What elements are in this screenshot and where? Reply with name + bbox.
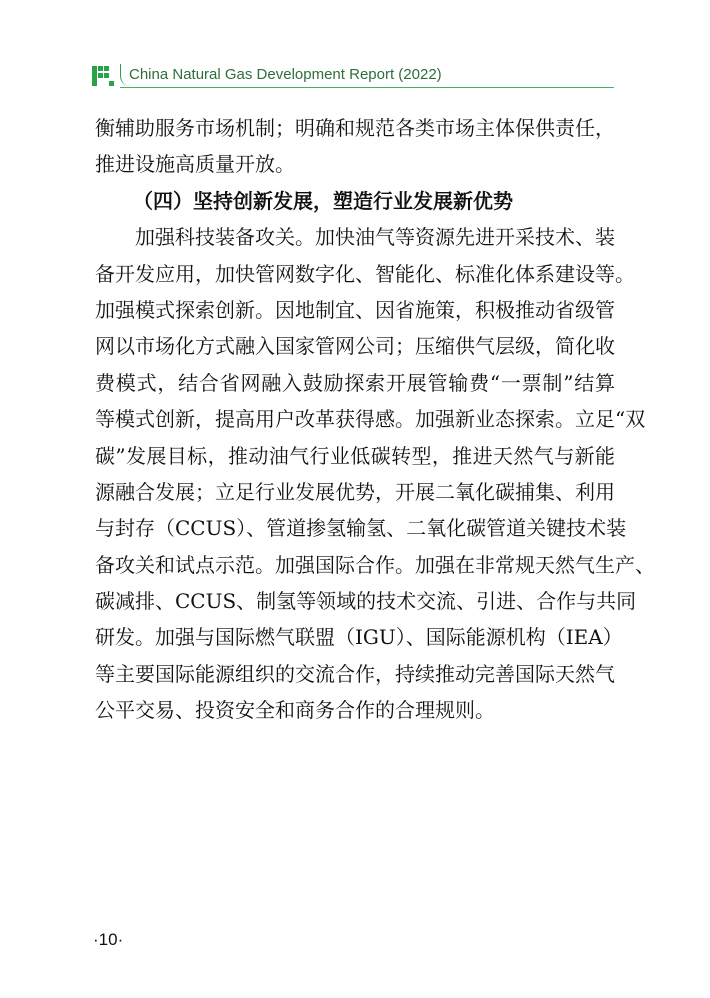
paragraph-line: 与封存（CCUS）、管道掺氢输氢、二氧化碳管道关键技术装 <box>95 516 627 541</box>
paragraph-line: 研发。加强与国际燃气联盟（IGU）、国际能源机构（IEA） <box>95 625 623 650</box>
paragraph-line: 公平交易、投资安全和商务合作的合理规则。 <box>95 698 495 723</box>
section-heading: （四）坚持创新发展，塑造行业发展新优势 <box>133 188 513 213</box>
page-body <box>95 110 655 729</box>
paragraph-line: 碳减排、CCUS、制氢等领域的技术交流、引进、合作与共同 <box>95 589 637 614</box>
running-header <box>92 64 614 88</box>
green-squares-logo-icon <box>92 66 114 86</box>
page-number: ·10· <box>93 930 124 949</box>
header-rule <box>120 87 614 88</box>
paragraph-line: 费模式，结合省网融入鼓励探索开展管输费“一票制”结算 <box>95 370 615 395</box>
paragraph-line: 网以市场化方式融入国家管网公司；压缩供气层级，简化收 <box>95 334 615 359</box>
paragraph-line: 备开发应用，加快管网数字化、智能化、标准化体系建设等。 <box>95 261 635 286</box>
paragraph-line: 等模式创新，提高用户改革获得感。加强新业态探索。立足“双 <box>95 407 646 432</box>
body-line: 衡辅助服务市场机制；明确和规范各类市场主体保供责任， <box>95 116 615 140</box>
paragraph-line: 加强模式探索创新。因地制宜、因省施策，积极推动省级管 <box>95 297 615 322</box>
paragraph-line: 等主要国际能源组织的交流合作，持续推动完善国际天然气 <box>95 661 615 686</box>
paragraph-line: 源融合发展；立足行业发展优势，开展二氧化碳捕集、利用 <box>95 479 615 504</box>
paragraph-line: 碳”发展目标，推动油气行业低碳转型，推进天然气与新能 <box>95 443 615 468</box>
header-title: China Natural Gas Development Report (2022) <box>120 64 442 86</box>
paragraph-line: 加强科技装备攻关。加快油气等资源先进开采技术、装 <box>135 225 615 250</box>
body-line: 推进设施高质量开放。 <box>95 152 295 177</box>
paragraph-line: 备攻关和试点示范。加强国际合作。加强在非常规天然气生产、 <box>95 552 655 577</box>
